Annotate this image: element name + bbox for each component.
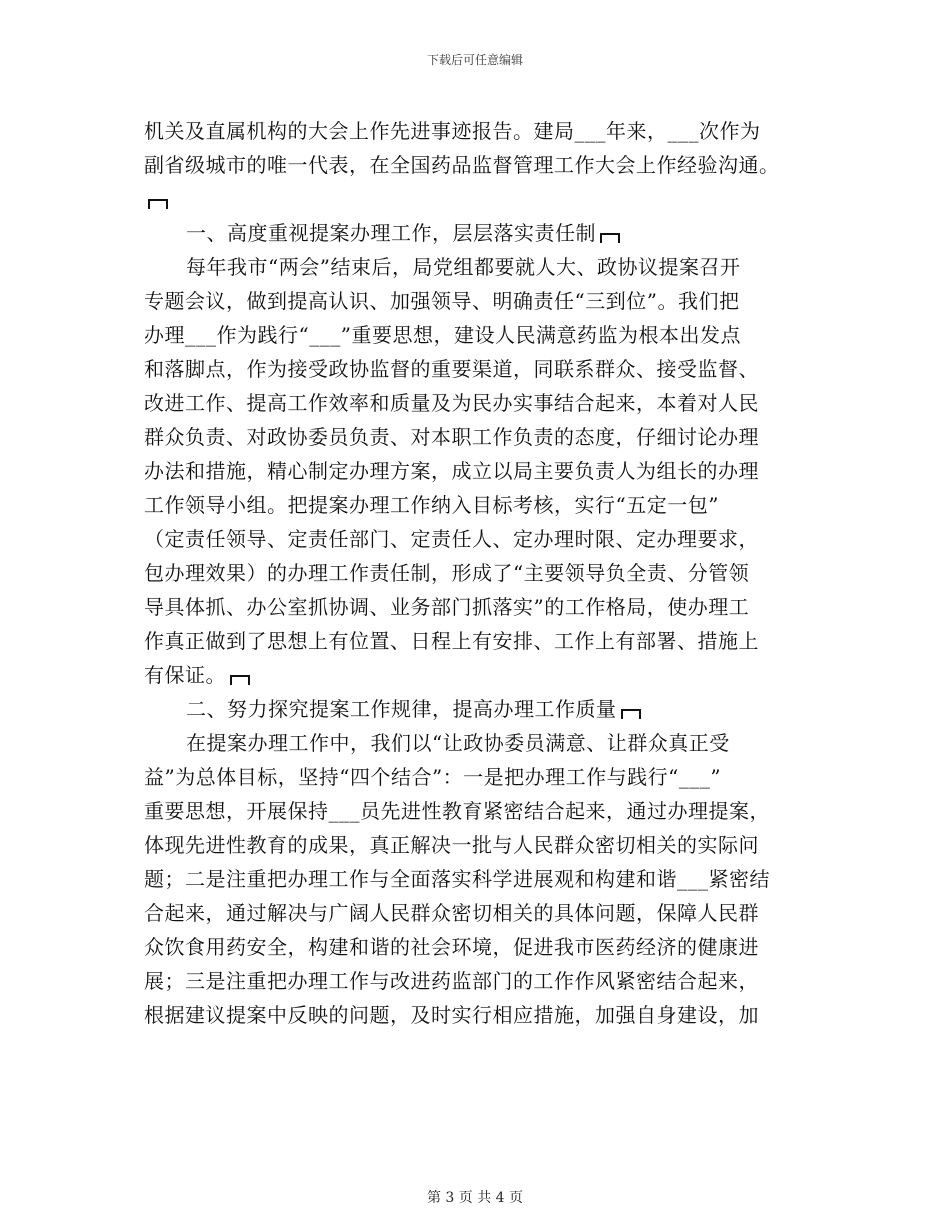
text-line: 办法和措施，精心制定办理方案，成立以局主要负责人为组长的办理 — [144, 459, 759, 483]
section-heading-2 — [144, 692, 804, 726]
text-line: 包办理效果）的办理工作责任制，形成了“主要领导负全责、分管领 — [144, 561, 750, 585]
text-line: 工作领导小组。把提案办理工作纳入目标考核，实行“五定一包” — [144, 493, 719, 517]
text-line: 机关及直属机构的大会上作先进事迹报告。建局___年来，___次作为 — [144, 119, 761, 143]
document-body — [144, 114, 804, 1032]
text-line: 改进工作、提高工作效率和质量及为民办实事结合起来，本着对人民 — [144, 391, 759, 415]
text-line: 群众负责、对政协委员负责、对本职工作负责的态度，仔细讨论办理 — [144, 425, 759, 449]
paragraph-mark-icon — [621, 709, 641, 719]
paragraph-mark-icon — [230, 675, 250, 685]
paragraph-mark-icon — [600, 233, 620, 243]
page-footer: 第 3 页 共 4 页 — [426, 1190, 524, 1206]
text-line: 专题会议，做到提高认识、加强领导、明确责任“三到位”。我们把 — [144, 289, 740, 313]
text-line: 合起来，通过解决与广阔人民群众密切相关的具体问题，保障人民群 — [144, 901, 759, 925]
text-line: 益”为总体目标，坚持“四个结合”：一是把办理工作与践行“___” — [144, 765, 722, 789]
paragraph-mark-line — [144, 182, 804, 216]
text-line: 展；三是注重把办理工作与改进药监部门的工作作风紧密结合起来， — [144, 969, 759, 993]
heading-text: 二、努力探究提案工作规律，提高办理工作质量 — [186, 697, 617, 721]
section-heading-1 — [144, 216, 804, 250]
text-line-with-mark — [144, 658, 804, 692]
text-line: 作真正做到了思想上有位置、日程上有安排、工作上有部署、措施上 — [144, 629, 759, 653]
text-line: （定责任领导、定责任部门、定责任人、定办理时限、定办理要求， — [144, 527, 759, 551]
text-line: 重要思想，开展保持___员先进性教育紧密结合起来，通过办理提案， — [144, 799, 770, 823]
text-line: 办理___作为践行“___”重要思想，建设人民满意药监为根本出发点 — [144, 323, 741, 347]
text-line: 体现先进性教育的成果，真正解决一批与人民群众密切相关的实际问 — [144, 833, 759, 857]
text-line: 众饮食用药安全，构建和谐的社会环境，促进我市医药经济的健康进 — [144, 935, 759, 959]
text-line: 在提案办理工作中，我们以“让政协委员满意、让群众真正受 — [186, 731, 730, 755]
paragraph-mark-icon — [148, 199, 168, 209]
text-line: 根据建议提案中反映的问题，及时实行相应措施，加强自身建设，加 — [144, 1003, 759, 1027]
heading-text: 一、高度重视提案办理工作，层层落实责任制 — [186, 221, 596, 245]
text-line: 和落脚点，作为接受政协监督的重要渠道，同联系群众、接受监督、 — [144, 357, 759, 381]
text-span: 有保证。 — [144, 663, 226, 687]
text-line: 每年我市“两会”结束后，局党组都要就人大、政协议提案召开 — [186, 255, 741, 279]
text-line: 导具体抓、办公室抓协调、业务部门抓落实”的工作格局，使办理工 — [144, 595, 750, 619]
text-line: 题；二是注重把办理工作与全面落实科学进展观和构建和谐___紧密结 — [144, 867, 770, 891]
page-header: 下载后可任意编辑 — [426, 53, 523, 67]
text-line: 副省级城市的唯一代表，在全国药品监督管理工作大会上作经验沟通。 — [144, 153, 780, 177]
